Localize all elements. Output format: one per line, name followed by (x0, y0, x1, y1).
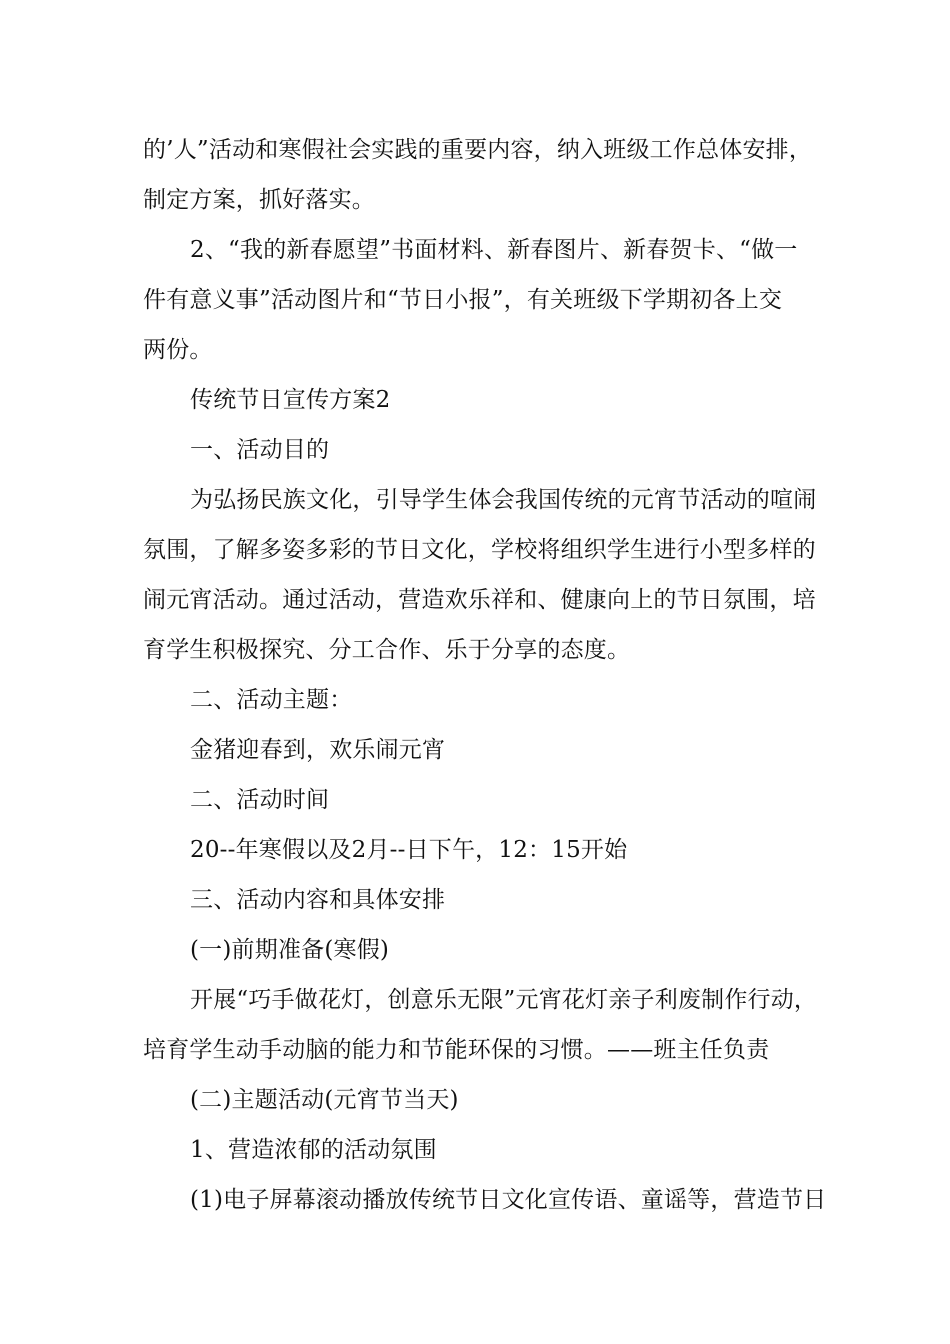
heading-line: 1、营造浓郁的活动氛围 (190, 1137, 437, 1163)
text-line: 培育学生动手动脑的能力和节能环保的习惯。——班主任负责 (143, 1037, 770, 1063)
text-line: 开展“巧手做花灯，创意乐无限”元宵花灯亲子利废制作行动， (190, 987, 818, 1013)
text-line: 20--年寒假以及2月--日下午，12：15开始 (190, 837, 628, 863)
text-line: 件有意义事”活动图片和“节日小报”，有关班级下学期初各上交 (143, 287, 783, 313)
text-line: 氛围，了解多姿多彩的节日文化，学校将组织学生进行小型多样的 (143, 537, 816, 563)
heading-line: 一、活动目的 (190, 437, 330, 463)
text-line: 为弘扬民族文化，引导学生体会我国传统的元宵节活动的喧闹 (190, 487, 817, 513)
text-line: 闹元宵活动。通过活动，营造欢乐祥和、健康向上的节日氛围，培 (143, 587, 816, 613)
heading-line: 二、活动主题： (190, 687, 353, 713)
text-line: 的’人”活动和寒假社会实践的重要内容，纳入班级工作总体安排， (143, 137, 813, 163)
heading-line: 二、活动时间 (190, 787, 330, 813)
text-line: 育学生积极探究、分工合作、乐于分享的态度。 (143, 637, 631, 663)
text-line: 金猪迎春到，欢乐闹元宵 (190, 737, 446, 763)
text-line: (1)电子屏幕滚动播放传统节日文化宣传语、童谣等，营造节日 (190, 1187, 827, 1213)
text-line: 两份。 (143, 337, 213, 363)
section-title: 传统节日宣传方案2 (190, 387, 391, 413)
text-line: 制定方案，抓好落实。 (143, 187, 375, 213)
heading-line: 三、活动内容和具体安排 (190, 887, 446, 913)
heading-line: (一)前期准备(寒假) (190, 937, 390, 963)
heading-line: (二)主题活动(元宵节当天) (190, 1087, 459, 1113)
text-line: 2、“我的新春愿望”书面材料、新春图片、新春贺卡、“做一 (190, 237, 798, 263)
